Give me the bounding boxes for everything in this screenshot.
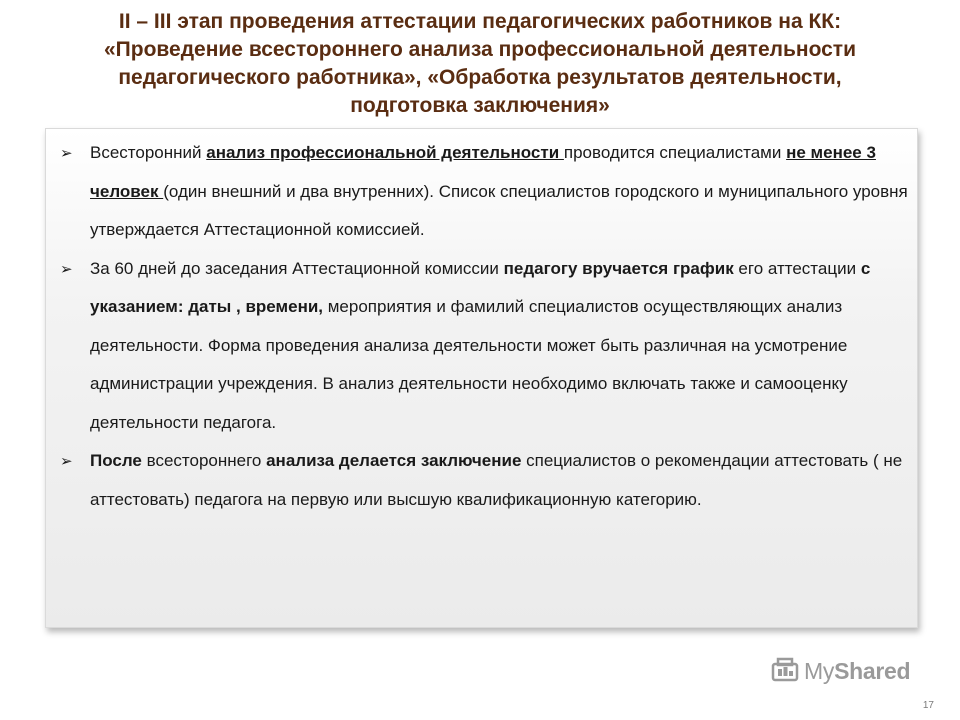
myshared-logo-icon [770, 656, 800, 686]
arrow-bullet-icon: ➢ [60, 144, 73, 162]
bullet-text-segment: мероприятия и фамилий специалистов осуществляющих анализ деятельности. Форма проведения анализа деятельности может быть различная на усмотрение администрации учреждения. В анализ деятельности необходимо включать также и самооценку деятельности педагога. [90, 297, 848, 432]
bullet-text-segment: проводится специалистами [563, 143, 787, 162]
title-line-4: подготовка заключения» [350, 94, 610, 117]
bullet-list [60, 134, 912, 519]
bullet-text-segment: с указанием: даты , времени, [90, 258, 871, 316]
arrow-bullet-icon: ➢ [60, 259, 73, 278]
bullet-text-segment: (один внешний и два внутренних). Список специалистов городского и муниципального уровня утверждается Аттестационной комиссией. [90, 181, 908, 239]
bullet-text-segment: всестороннего [141, 451, 267, 470]
bullet-text-segment: специалистов о рекомендации аттестовать ( не аттестовать) педагога на первую или высшую квалификационную категорию. [90, 451, 903, 509]
page-number: 17 [922, 700, 934, 711]
watermark-part2: Shared [834, 657, 911, 684]
slide-title [20, 8, 940, 120]
arrow-bullet-icon: ➢ [60, 452, 73, 470]
bullet-text-segment: За 60 дней до заседания Аттестационной комиссии [90, 258, 504, 278]
title-line-1: II – III этап проведения аттестации педагогических работников на КК: [118, 10, 842, 33]
bullet-text-segment: не менее 3 человек [90, 143, 876, 201]
bullet-text-segment: его аттестации [733, 258, 861, 278]
bullet-text-segment: анализ профессиональной деятельности [206, 143, 564, 162]
bullet-item-1 [60, 134, 912, 250]
myshared-watermark [770, 656, 910, 686]
bullet-text-segment: педагогу вручается график [503, 258, 734, 278]
title-line-3: педагогического работника», «Обработка результатов деятельности, [118, 66, 842, 89]
bullet-text-segment: Всесторонний [90, 143, 207, 162]
title-line-2: «Проведение всестороннего анализа профессиональной деятельности [103, 38, 857, 61]
bullet-item-3 [60, 442, 912, 519]
bullet-item-2 [60, 250, 912, 443]
watermark-text [804, 658, 910, 685]
watermark-part1: My [804, 657, 835, 684]
bullet-text-segment: После [90, 451, 142, 470]
bullet-text-segment: анализа делается заключение [266, 451, 522, 470]
content-panel [45, 128, 918, 628]
